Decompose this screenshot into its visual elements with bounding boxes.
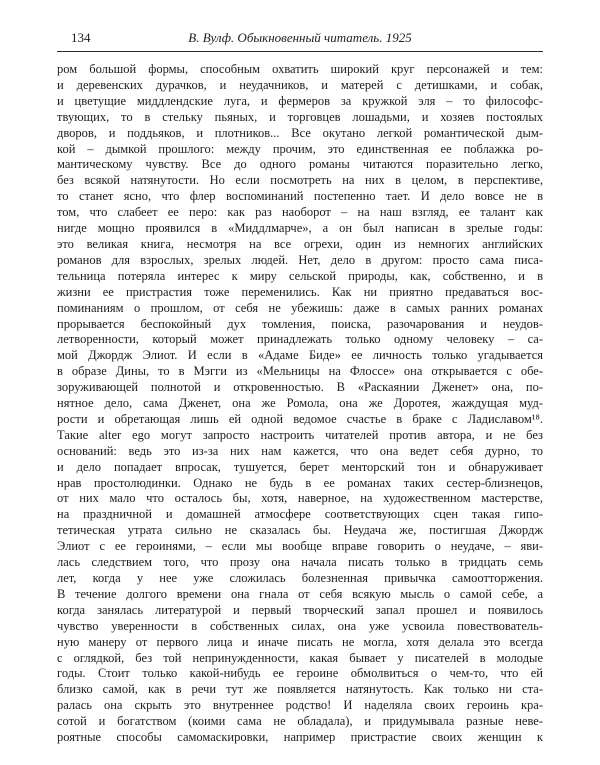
text-line: без всякой натянутости. Но если посмотреть на них в целом, в перспективе, [57, 173, 543, 188]
text-line: прорывается беспокойный дух томления, поиска, разочарования и неудов- [57, 316, 543, 331]
text-line: твующих, то в стельку пьяных, и торговцев лошадьми, и хозяев постоялых [57, 109, 543, 124]
text-line: и дело попадает впросак, тушуется, берет менторский тон и обнаруживает [57, 459, 543, 474]
page-header [57, 30, 543, 46]
running-title: В. Вулф. Обыкновенный читатель. 1925 [188, 30, 412, 45]
text-line: Такие alter ego могут запросто настроить читателей против автора, и не без [57, 427, 543, 442]
text-line: близко самой, как в речи тут же появляется натянутость. Как только ни ста- [57, 682, 543, 697]
text-line: на праздничной и домашней атмосфере соответствующих сцен такая гипо- [57, 507, 543, 522]
text-line: мантическому чувству. Все до одного романы читаются поразительно легко, [57, 157, 543, 172]
body-text [57, 62, 543, 746]
text-line: чувство уверенности в собственных силах, она уже усвоила повествователь- [57, 618, 543, 633]
text-line: от них мало что осталось бы, хотя, наверное, на художественном мастерстве, [57, 491, 543, 506]
text-line: сотой и богатством (коими сама не обладала), и придумывала разные неве- [57, 714, 543, 729]
text-line: нигде мощно проявился в «Миддлмарче», а он был написан в зрелые годы: [57, 221, 543, 236]
text-line: лет, когда у нее уже сложилась болезненная привычка самоотторжения. [57, 571, 543, 585]
text-line: жизни ее пристрастия тоже переменились. Как ни приятно предаваться вос- [57, 284, 543, 299]
text-line: нрав простолюдинки. Однако не будь в ее романах таких сестер-близнецов, [57, 475, 543, 490]
text-line: нятное дело, сама Дженет, она же Ромола, она же Доротея, жаждущая муд- [57, 396, 543, 411]
text-line: романов для взрослых, зрелых людей. Нет, дело в другом: просто сама писа- [57, 252, 543, 267]
text-line: когда занялась литературой и первый творческий запал прошел и появилось [57, 602, 543, 617]
header-rule [57, 51, 543, 52]
text-line: и деревенских дурачков, и неудачников, и матерей с детишками, и собак, [57, 77, 543, 92]
text-line: мой Джордж Элиот. И если в «Адаме Биде» ее личность только угадывается [57, 348, 543, 363]
text-line: оснований: ведь это из-за них нам кажется, что она ведет себя дурно, то [57, 443, 543, 458]
page-number: 134 [71, 30, 91, 45]
text-line: том, что слабеет ее перо: как раз наоборот – на наш взгляд, ее талант как [57, 205, 543, 220]
text-line: ром большой формы, способным охватить широкий круг персонажей и тем: [57, 62, 543, 76]
text-line: тельница потеряла интерес к миру сельской природы, как, собственно, и в [57, 268, 543, 283]
text-line: это великая книга, несмотря на все огрехи, один из немногих английских [57, 236, 543, 251]
text-line: рости и обретающая лишь ей одной ведомое счастье в браке с Ладиславом¹⁸. [57, 411, 543, 426]
text-line: ралась она скрыть это внутреннее родство! И наделяла своих героинь кра- [57, 698, 543, 713]
text-line: с оглядкой, без той непринужденности, какая бывает у писателей в молодые [57, 650, 543, 665]
text-line: роятные способы самомаскировки, например пристрастие своих женщин к [57, 730, 543, 745]
text-line: кой – дымкой прошлого: между прочим, это единственная ее поблажка ро- [57, 141, 543, 156]
text-line: в образе Дины, то в Мэгги из «Мельницы на Флоссе» она открывается с обе- [57, 364, 543, 379]
text-line: Элиот с ее героинями, – если мы вообще вправе говорить о неудаче, – яви- [57, 539, 543, 554]
text-line: дворов, и поддьяков, и плотников... Все окутано легкой романтической дым- [57, 125, 543, 140]
text-line: то станет ясно, что флер воспоминаний постепенно тает. И дело вовсе не в [57, 189, 543, 204]
text-line: лась следствием того, что прозу она начала писать только в тридцать семь [57, 555, 543, 570]
text-line: тетическая утрата сильно не сказалась бы. Неудача же, постигшая Джордж [57, 523, 543, 538]
text-line: В течение долгого времени она гнала от себя всякую мысль о самой себе, а [57, 586, 543, 601]
text-line: годы. Стоит только какой-нибудь ее героине обмолвиться о чем-то, что ей [57, 666, 543, 681]
text-line: ную манеру от первого лица и иначе писать не могла, хотя делала это всегда [57, 634, 543, 649]
text-line: поминаниям о прошлом, от себя не убежишь: даже в самых ранних романах [57, 300, 543, 315]
text-line: летворенности, который может принадлежать только одному человеку – са- [57, 332, 543, 347]
text-line: зоруживающей полнотой и откровенностью. В «Раскаянии Дженет» она, по- [57, 380, 543, 395]
text-line: и цветущие миддлендские луга, и фермеров за кружкой эля – то философс- [57, 93, 543, 108]
